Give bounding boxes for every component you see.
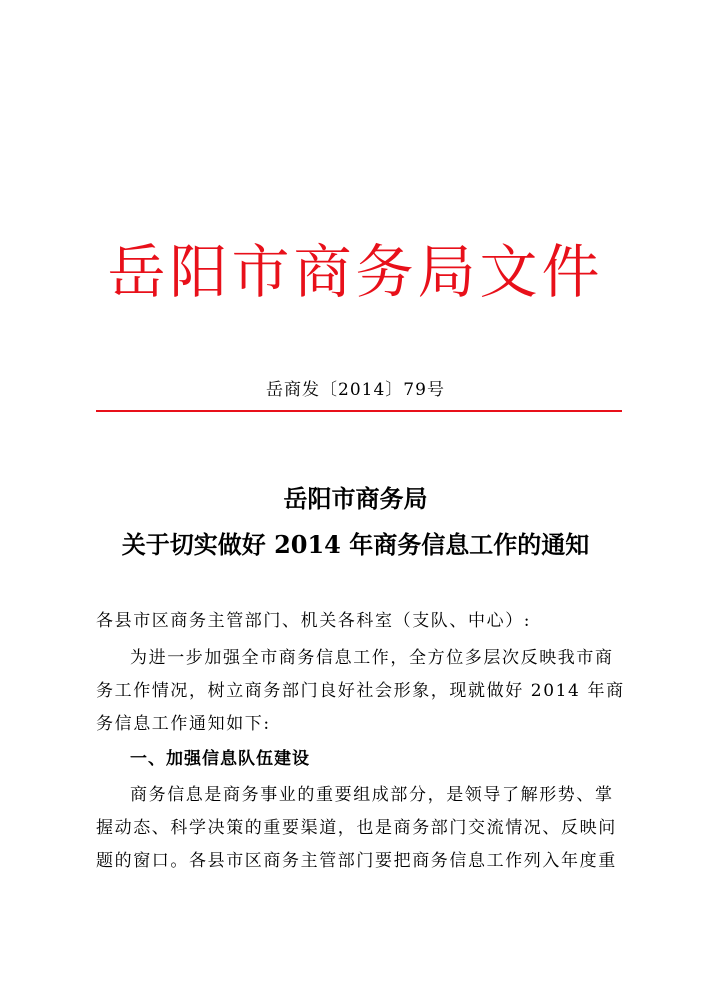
- section-1-line-3: 题的窗口。各县市区商务主管部门要把商务信息工作列入年度重: [96, 851, 617, 871]
- document-title-line-2: 关于切实做好 2014 年商务信息工作的通知: [121, 530, 590, 559]
- document-number: 岳商发〔2014〕79号: [266, 380, 445, 400]
- intro-line-2: 务工作情况，树立商务部门良好社会形象，现就做好 2014 年商: [96, 681, 625, 701]
- red-divider-line: [96, 410, 622, 412]
- section-1-line-1: 商务信息是商务事业的重要组成部分，是领导了解形势、掌: [130, 785, 614, 805]
- document-title-line-1: 岳阳市商务局: [283, 484, 428, 513]
- intro-line-1: 为进一步加强全市商务信息工作，全方位多层次反映我市商: [130, 648, 614, 668]
- section-1-line-2: 握动态、科学决策的重要渠道，也是商务部门交流情况、反映问: [96, 818, 617, 838]
- intro-line-3: 务信息工作通知如下:: [96, 714, 271, 734]
- salutation: 各县市区商务主管部门、机关各科室（支队、中心）:: [96, 611, 532, 631]
- section-1-heading: 一、加强信息队伍建设: [130, 749, 310, 769]
- document-masthead: 岳阳市商务局文件: [107, 238, 604, 306]
